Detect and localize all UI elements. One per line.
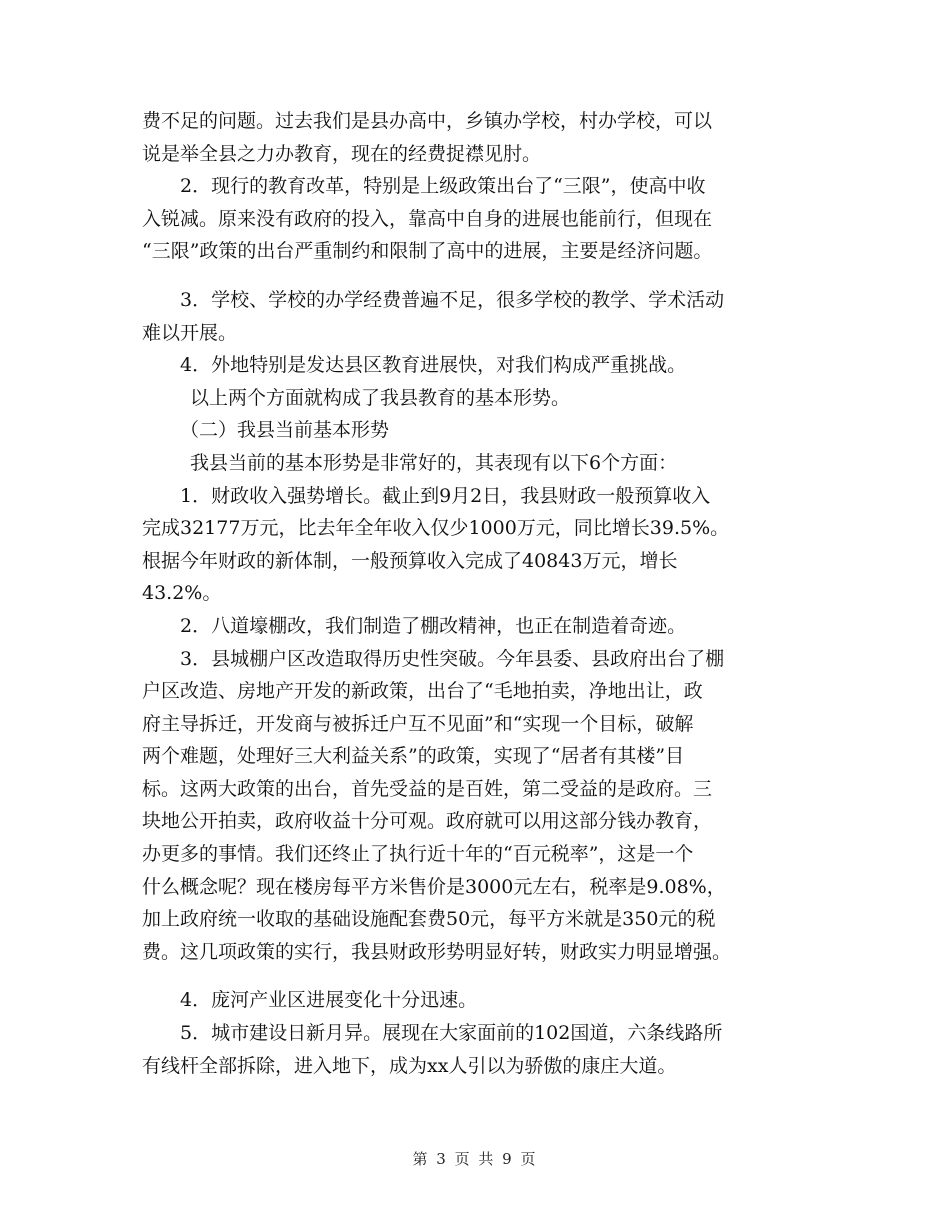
text-line: 标。这两大政策的出台，首先受益的是百姓，第二受益的是政府。三: [142, 777, 713, 800]
text-line: 入锐减。原来没有政府的投入，靠高中自身的进展也能前行，但现在: [142, 207, 713, 230]
text-line: 2．八道壕棚改，我们制造了棚改精神，也正在制造着奇迹。: [180, 614, 687, 637]
text-line: 有线杆全部拆除，进入地下，成为xx人引以为骄傲的康庄大道。: [142, 1054, 677, 1077]
text-line: 我县当前的基本形势是非常好的，其表现有以下6个方面：: [190, 451, 678, 474]
text-line: “三限”政策的出台严重制约和限制了高中的进展，主要是经济问题。: [142, 240, 713, 263]
text-line: 完成32177万元，比去年全年收入仅少1000万元，同比增长39.5%。: [142, 517, 730, 540]
text-line: 费不足的问题。过去我们是县办高中，乡镇办学校，村办学校，可以: [142, 110, 713, 132]
text-line: 办更多的事情。我们还终止了执行近十年的“百元税率”，这是一个: [142, 843, 694, 866]
section-heading: （二）我县当前基本形势: [180, 419, 390, 442]
text-line: 2．现行的教育改革，特别是上级政策出台了“三限”，使高中收: [180, 175, 706, 198]
body-text: [142, 105, 812, 1082]
text-line: 加上政府统一收取的基础设施配套费50元，每平方米就是350元的税: [142, 908, 716, 931]
page-number-footer: 第 3 页 共 9 页: [412, 1150, 538, 1168]
text-line: 费。这几项政策的实行，我县财政形势明显好转，财政实力明显增强。: [142, 940, 732, 963]
text-line: 以上两个方面就构成了我县教育的基本形势。: [190, 386, 571, 409]
text-line: 4．外地特别是发达县区教育进展快，对我们构成严重挑战。: [180, 354, 687, 377]
paragraph-gap: [142, 968, 812, 984]
text-line: 户区改造、房地产开发的新政策，出台了“毛地拍卖，净地出让，政: [142, 680, 703, 703]
text-line: 府主导拆迁，开发商与被拆迁户互不见面”和“实现一个目标，破解: [142, 712, 694, 735]
text-line: 3．县城棚户区改造取得历史性突破。今年县委、县政府出台了棚: [180, 647, 725, 670]
text-line: 说是举全县之力办教育，现在的经费捉襟见肘。: [142, 142, 542, 165]
text-line: 5．城市建设日新月异。展现在大家面前的102国道，六条线路所: [180, 1022, 723, 1045]
text-line: 块地公开拍卖，政府收益十分可观。政府就可以用这部分钱办教育，: [142, 810, 713, 833]
text-line: 根据今年财政的新体制，一般预算收入完成了40843万元，增长: [142, 549, 678, 572]
paragraph-gap: [142, 268, 812, 284]
text-line: 难以开展。: [142, 321, 238, 344]
text-line: 两个难题，处理好三大利益关系”的政策，实现了“居者有其楼”目: [142, 745, 685, 768]
text-line: 43.2%。: [142, 582, 222, 605]
text-line: 4．庞河产业区进展变化十分迅速。: [180, 989, 478, 1012]
text-line: 3．学校、学校的办学经费普遍不足，很多学校的教学、学术活动: [180, 288, 725, 311]
text-line: 什么概念呢？现在楼房每平方米售价是3000元左右，税率是9.08%，: [142, 875, 726, 898]
text-line: 1．财政收入强势增长。截止到9月2日，我县财政一般预算收入: [180, 484, 711, 507]
